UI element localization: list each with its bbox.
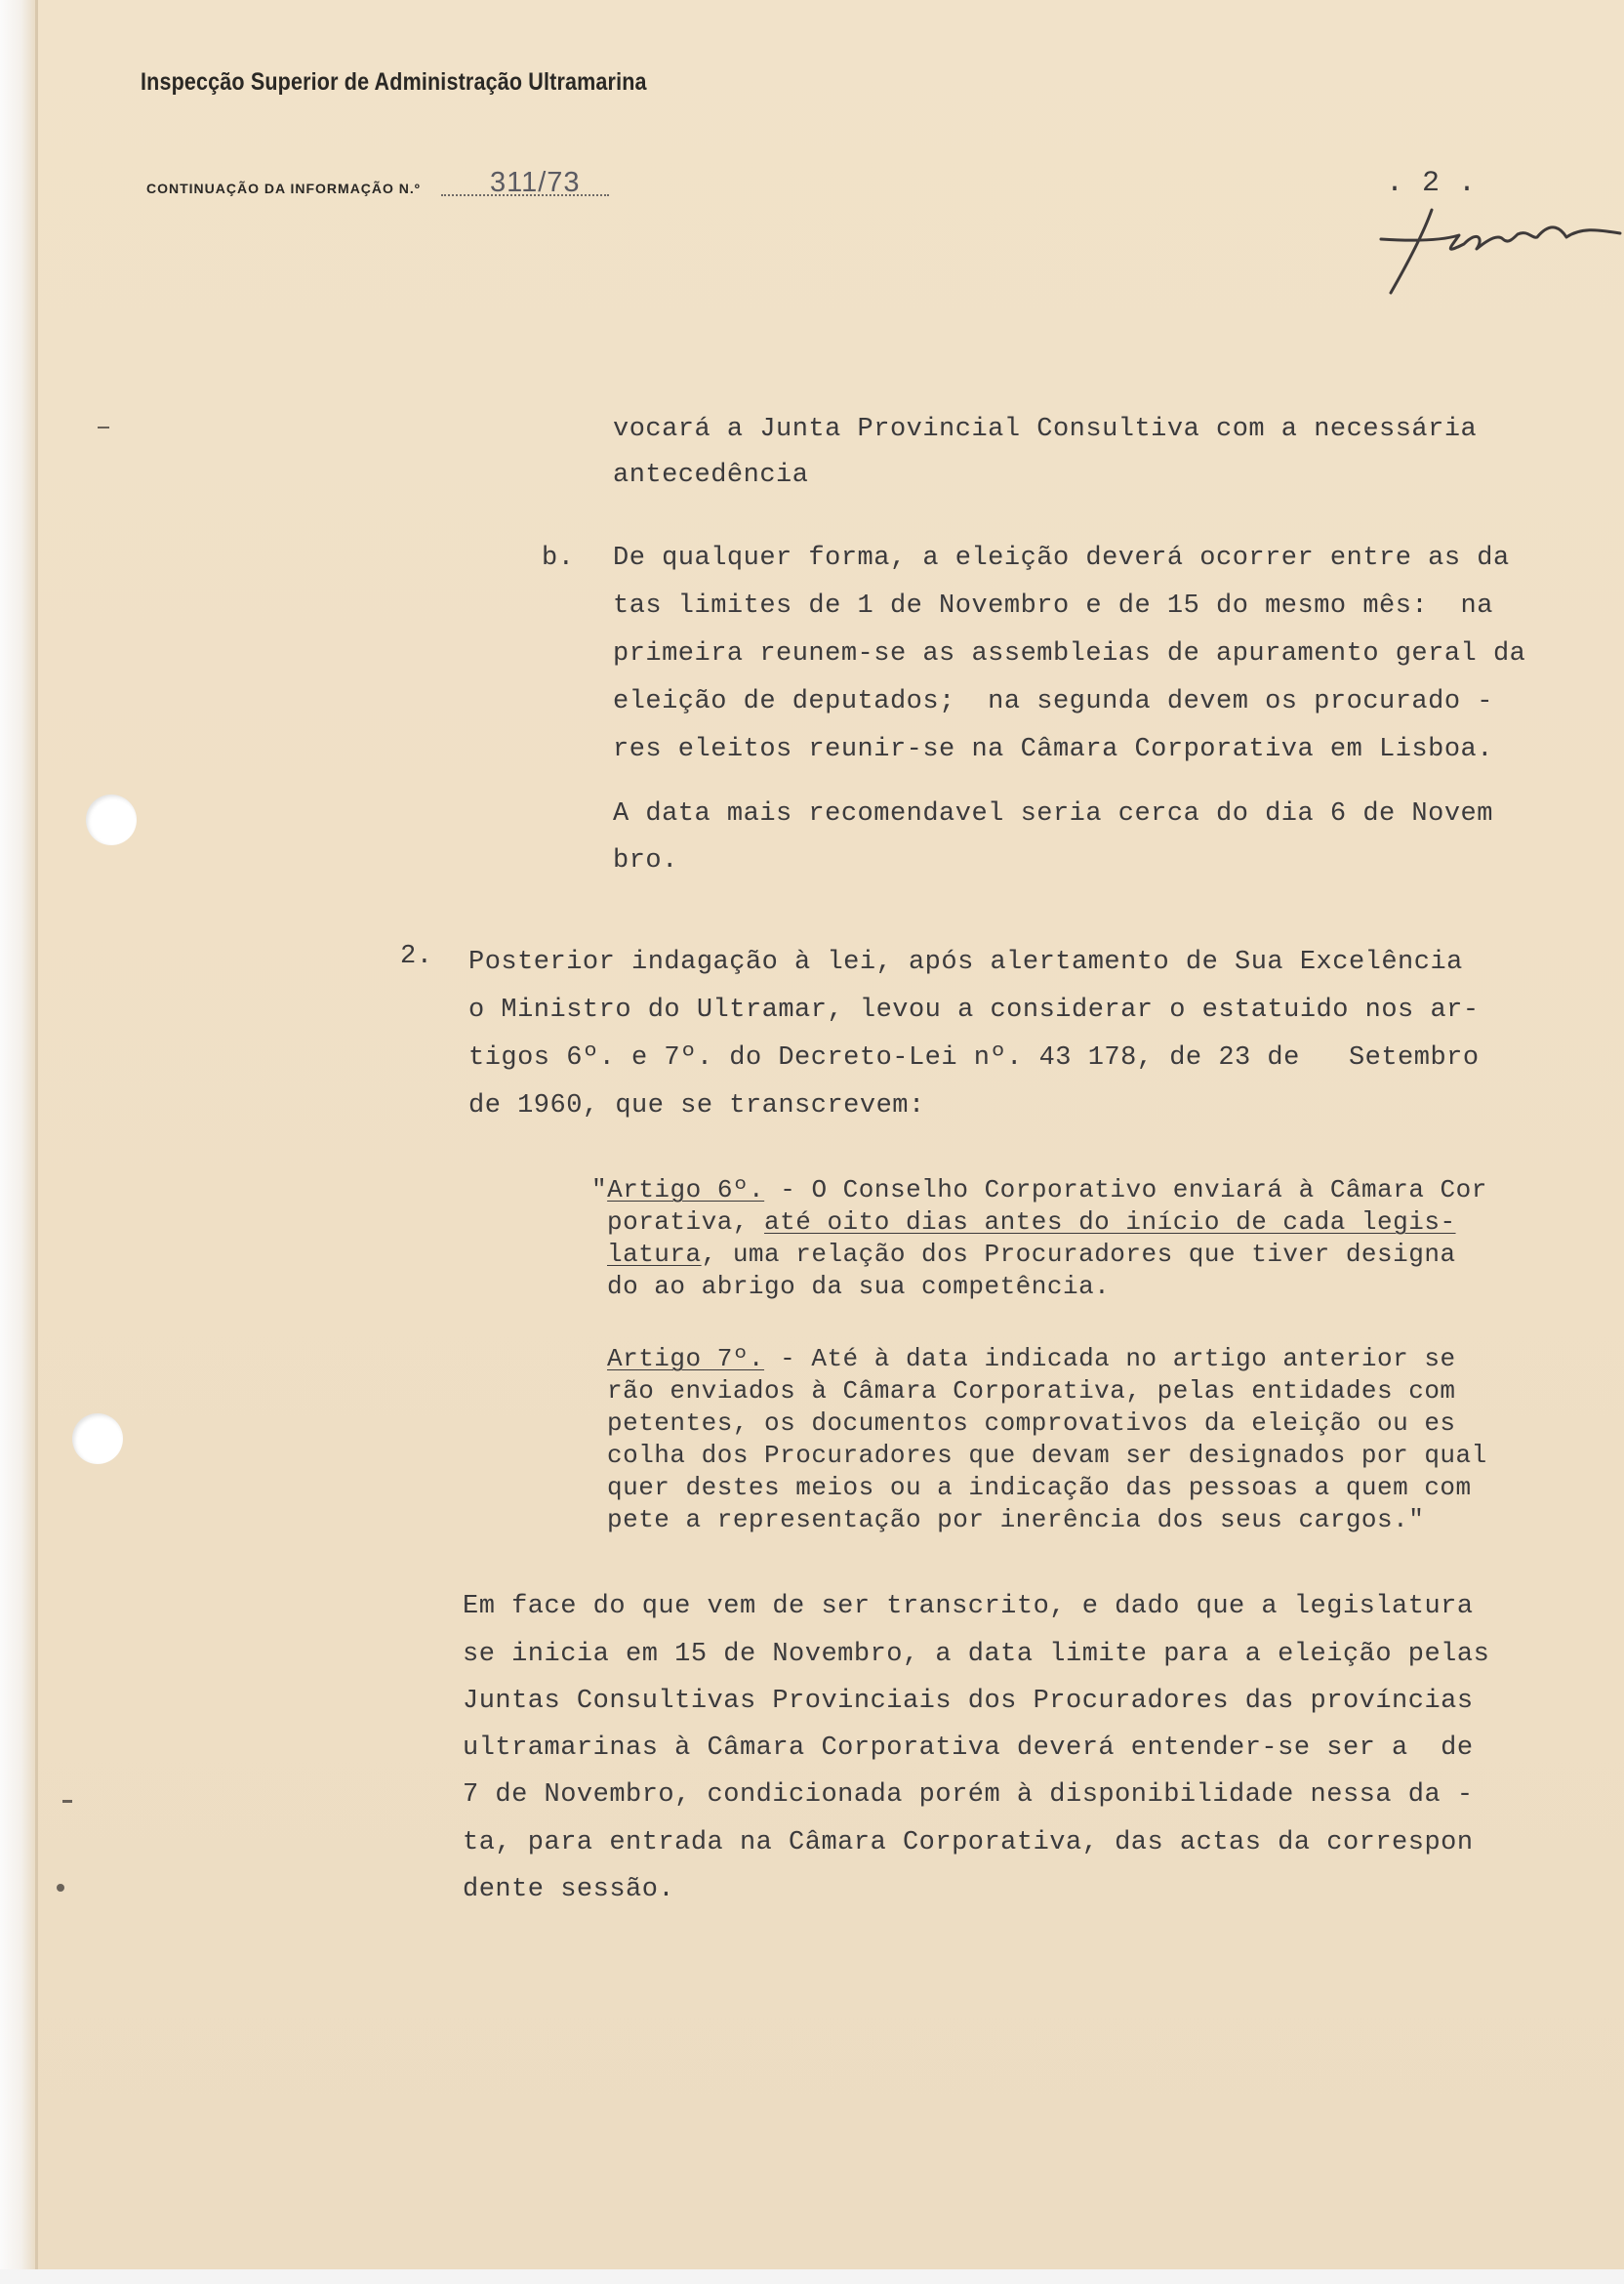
scan-left-margin: [0, 0, 35, 2284]
quote-text: porativa,: [607, 1207, 765, 1237]
item-b-marker: b.: [542, 544, 575, 573]
closing-line: ta, para entrada na Câmara Corporativa, das actas da correspon: [463, 1828, 1474, 1857]
item-2-line: o Ministro do Ultramar, levou a considerar o estatuido nos ar-: [468, 996, 1480, 1025]
item-2-line: Posterior indagação à lei, após alertamento de Sua Excelência: [468, 948, 1463, 977]
quote-art6-line: [607, 1239, 1456, 1271]
closing-line: dente sessão.: [463, 1875, 675, 1904]
body-line: antecedência: [613, 461, 809, 490]
open-quote: ": [591, 1175, 608, 1204]
closing-line: ultramarinas à Câmara Corporativa deverá entender-se ser a de: [463, 1733, 1474, 1763]
quote-underlined-text: latura: [607, 1240, 702, 1269]
item-b-note-line: A data mais recomendavel seria cerca do dia 6 de Novem: [613, 799, 1493, 829]
closing-line: 7 de Novembro, condicionada porém à disponibilidade nessa da -: [463, 1780, 1474, 1810]
margin-speck: [57, 1884, 64, 1892]
quote-art7-line: petentes, os documentos comprovativos da eleição ou es: [607, 1408, 1456, 1438]
quote-underlined-text: até oito dias antes do início de cada legis-: [764, 1207, 1456, 1237]
scan-bottom-margin: [0, 2269, 1624, 2284]
page-number: . 2 .: [1386, 167, 1477, 200]
quote-art7-line: pete a representação por inerência dos seus cargos.": [607, 1505, 1425, 1534]
quote-art6-line: [591, 1174, 1487, 1206]
quote-text: - Até à data indicada no artigo anterior se: [764, 1344, 1456, 1373]
item-b-line: primeira reunem-se as assembleias de apuramento geral da: [613, 639, 1526, 669]
information-number-dotted-line: [441, 194, 609, 196]
closing-line: Em face do que vem de ser transcrito, e dado que a legislatura: [463, 1592, 1474, 1621]
punch-hole-lower: [72, 1413, 123, 1464]
institution-header: Inspecção Superior de Administração Ultramarina: [141, 68, 647, 96]
item-b-line: res eleitos reunir-se na Câmara Corporativa em Lisboa.: [613, 735, 1493, 764]
margin-speck: [98, 427, 109, 428]
body-line: vocará a Junta Provincial Consultiva com a necessária: [613, 415, 1478, 444]
paper-sheet: [35, 0, 1624, 2271]
item-b-line: De qualquer forma, a eleição deverá ocorrer entre as da: [613, 544, 1510, 573]
item-2-line: de 1960, que se transcrevem:: [468, 1091, 925, 1121]
continuation-label: CONTINUAÇÃO DA INFORMAÇÃO N.º: [146, 181, 421, 196]
quote-art7-line: colha dos Procuradores que devam ser designados por qual: [607, 1441, 1487, 1470]
quote-art6-line: [607, 1206, 1456, 1239]
item-b-note-line: bro.: [613, 846, 678, 876]
item-2-line: tigos 6º. e 7º. do Decreto-Lei nº. 43 178, de 23 de Setembro: [468, 1043, 1480, 1073]
quote-art7-line: quer destes meios ou a indicação das pessoas a quem com: [607, 1473, 1472, 1502]
quote-art6-line: do ao abrigo da sua competência.: [607, 1272, 1111, 1301]
item-b-line: eleição de deputados; na segunda devem os procurado -: [613, 687, 1493, 716]
quote-art7-line: [607, 1343, 1456, 1375]
quote-text: , uma relação dos Procuradores que tiver designa: [701, 1240, 1456, 1269]
item-b-line: tas limites de 1 de Novembro e de 15 do mesmo mês: na: [613, 591, 1493, 621]
closing-line: se inicia em 15 de Novembro, a data limite para a eleição pelas: [463, 1640, 1490, 1669]
article-7-title: Artigo 7º.: [607, 1344, 765, 1373]
punch-hole-upper: [86, 795, 137, 845]
item-2-marker: 2.: [400, 942, 433, 971]
information-number: 311/73: [490, 167, 581, 198]
handwritten-initials: [1371, 200, 1624, 298]
quote-text: - O Conselho Corporativo enviará à Câmara Cor: [764, 1175, 1487, 1204]
quote-art7-line: rão enviados à Câmara Corporativa, pelas entidades com: [607, 1376, 1456, 1406]
margin-speck: [62, 1800, 72, 1803]
article-6-title: Artigo 6º.: [607, 1175, 765, 1204]
closing-line: Juntas Consultivas Provinciais dos Procuradores das províncias: [463, 1687, 1474, 1716]
